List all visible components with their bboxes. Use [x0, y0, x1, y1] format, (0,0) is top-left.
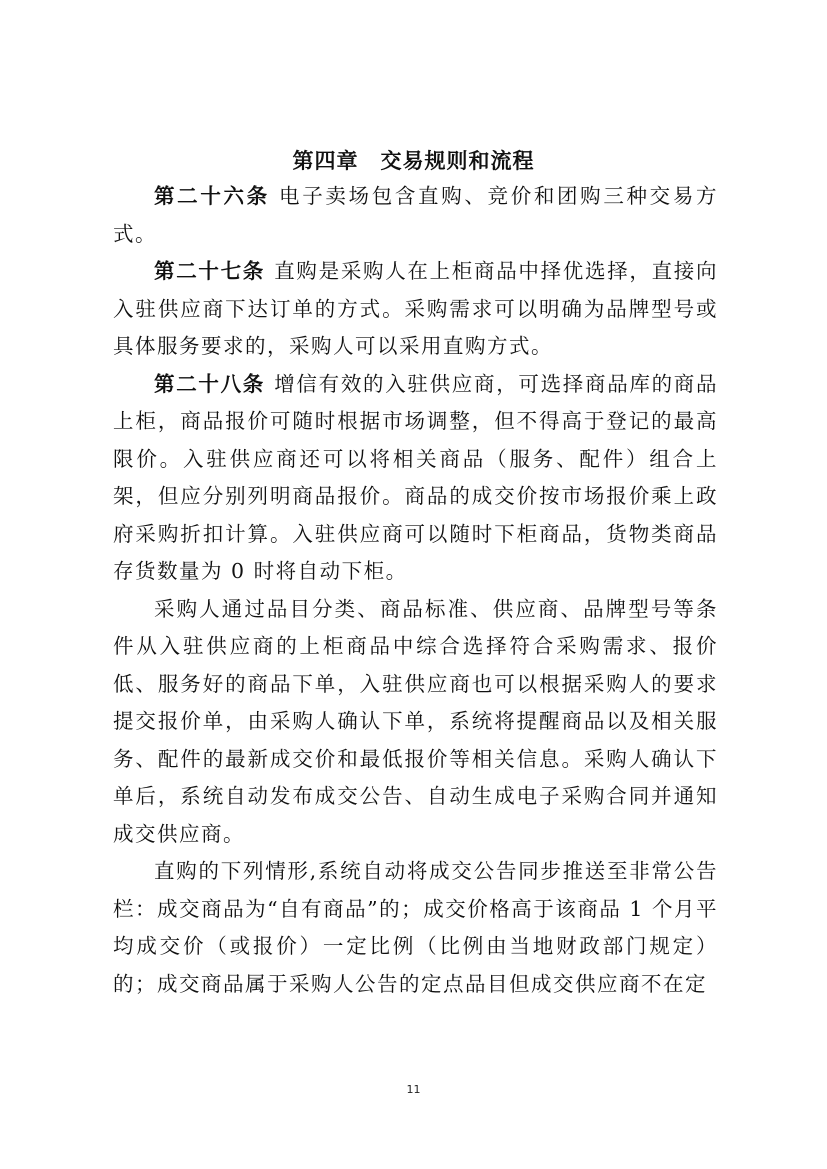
chapter-title: 第四章 交易规则和流程 [292, 149, 535, 173]
paragraph-order-process: 采购人通过品目分类、商品标准、供应商、品牌型号等条件从入驻供应商的上柜商品中综合选择符合采购需求、报价低、服务好的商品下单，入驻供应商也可以根据采购人的要求提交报价单，由采购人确认下单，系统将提醒商品以及相关服务、配件的最新成交价和最低报价等相关信息。采购人确认下单后，系统自动发布成交公告、自动生成电子采购合同并通知成交供应商。 [113, 596, 718, 846]
page-number: 11 [406, 1083, 421, 1096]
article-27 [113, 253, 718, 366]
document-body [113, 178, 718, 1003]
article-28 [113, 366, 718, 591]
article-text: 直购是采购人在上柜商品中择优选择，直接向入驻供应商下达订单的方式。采购需求可以明确为品牌型号或具体服务要求的，采购人可以采用直购方式。 [113, 259, 719, 358]
paragraph-special-notice: 直购的下列情形,系统自动将成交公告同步推送至非常公告栏：成交商品为“自有商品”的；成交价格高于该商品 1 个月平均成交价（或报价）一定比例（比例由当地财政部门规定）的；成交商品属于采购人公告的定点品目但成交供应商不在定 [113, 859, 718, 996]
article-text: 电子卖场包含直购、竞价和团购三种交易方式。 [113, 184, 719, 246]
article-26 [113, 178, 718, 253]
article-number: 第二十六条 [154, 184, 270, 208]
article-number: 第二十七条 [154, 259, 265, 283]
article-text: 增信有效的入驻供应商，可选择商品库的商品上柜，商品报价可随时根据市场调整，但不得高于登记的最高限价。入驻供应商还可以将相关商品（服务、配件）组合上架，但应分别列明商品报价。商品的成交价按市场报价乘上政府采购折扣计算。入驻供应商可以随时下柜商品，货物类商品存货数量为 0 时将自动下柜。 [113, 371, 719, 583]
article-number: 第二十八条 [154, 371, 265, 396]
